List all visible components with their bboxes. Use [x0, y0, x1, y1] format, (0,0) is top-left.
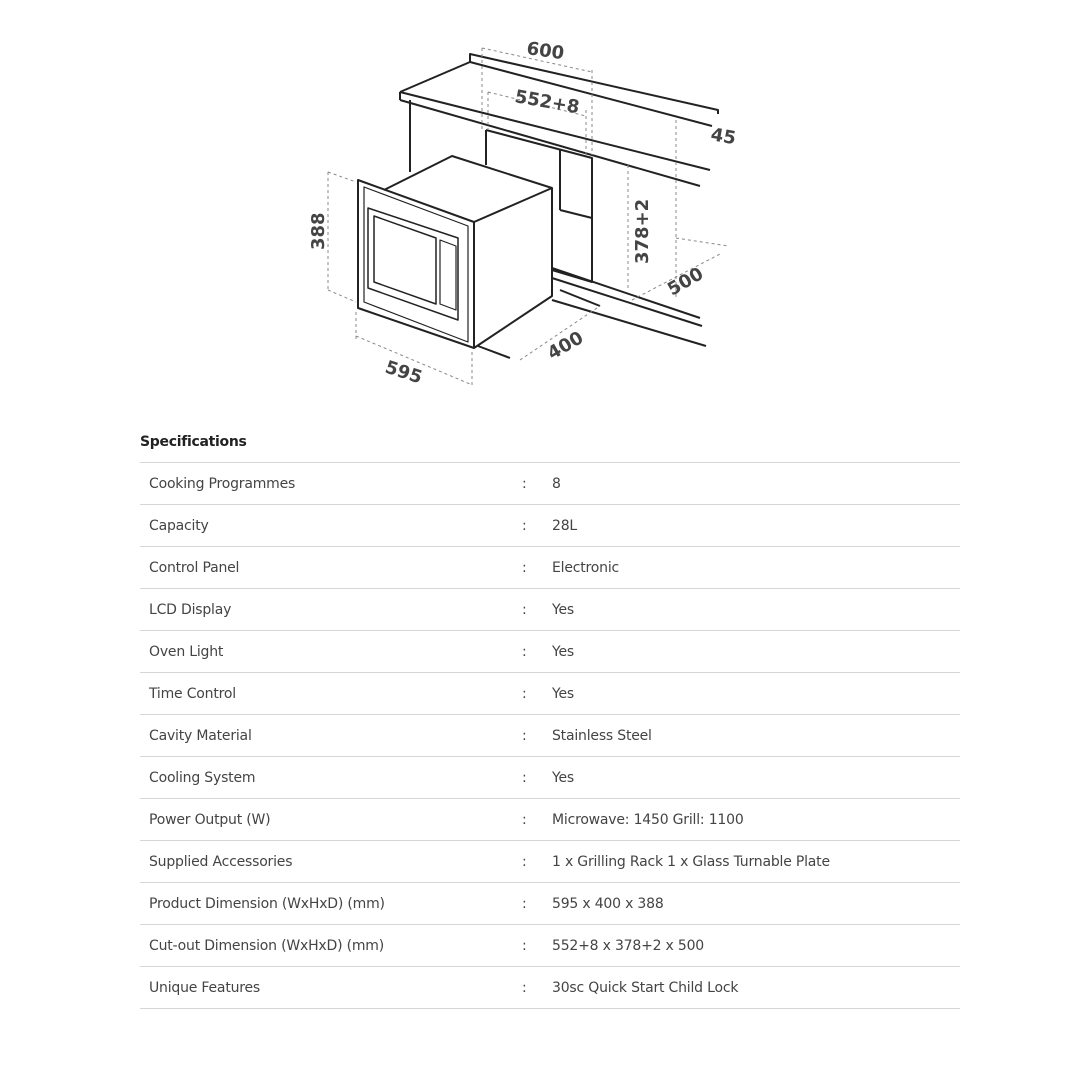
specifications-section	[140, 430, 960, 1009]
spec-label: Control Panel	[149, 559, 240, 576]
spec-row	[140, 967, 960, 1009]
spec-row	[140, 841, 960, 883]
spec-value: 30sc Quick Start Child Lock	[552, 979, 739, 996]
dim-500-label: 500	[664, 263, 708, 301]
spec-row	[140, 463, 960, 505]
spec-separator: :	[522, 811, 527, 828]
spec-row	[140, 673, 960, 715]
spec-separator: :	[522, 601, 527, 618]
installation-diagram	[280, 20, 780, 400]
spec-value: Yes	[552, 769, 574, 786]
spec-separator: :	[522, 517, 527, 534]
spec-separator: :	[522, 769, 527, 786]
dim-595-label: 595	[382, 356, 425, 389]
spec-label: LCD Display	[149, 601, 232, 618]
spec-value: 8	[552, 475, 561, 492]
spec-row	[140, 799, 960, 841]
spec-label: Cooking Programmes	[149, 475, 296, 492]
dim-388-label: 388	[308, 212, 329, 250]
spec-label: Capacity	[149, 517, 209, 534]
spec-label: Cavity Material	[149, 727, 252, 744]
spec-label: Product Dimension (WxHxD) (mm)	[149, 895, 385, 912]
spec-separator: :	[522, 895, 527, 912]
dim-378-label: 378+2	[632, 198, 653, 264]
spec-value: Yes	[552, 643, 574, 660]
spec-label: Cooling System	[149, 769, 256, 786]
spec-value: Yes	[552, 685, 574, 702]
spec-row	[140, 505, 960, 547]
spec-label: Unique Features	[149, 979, 261, 996]
spec-label: Cut-out Dimension (WxHxD) (mm)	[149, 937, 384, 954]
spec-label: Time Control	[149, 685, 236, 702]
specifications-table	[140, 462, 960, 1009]
microwave-door-window	[368, 208, 458, 320]
spec-row	[140, 631, 960, 673]
spec-row	[140, 715, 960, 757]
spec-separator: :	[522, 685, 527, 702]
spec-separator: :	[522, 937, 527, 954]
specifications-title: Specifications	[140, 434, 247, 450]
spec-value: 595 x 400 x 388	[552, 895, 664, 912]
spec-label: Power Output (W)	[149, 811, 271, 828]
spec-row	[140, 547, 960, 589]
spec-row	[140, 925, 960, 967]
spec-separator: :	[522, 979, 527, 996]
dim-400-label: 400	[544, 327, 588, 365]
spec-label: Oven Light	[149, 643, 224, 660]
spec-value: Microwave: 1450 Grill: 1100	[552, 811, 744, 828]
spec-separator: :	[522, 559, 527, 576]
spec-value: 552+8 x 378+2 x 500	[552, 937, 705, 954]
spec-value: Stainless Steel	[552, 727, 652, 744]
spec-row	[140, 883, 960, 925]
dim-45-label: 45	[709, 124, 738, 150]
spec-separator: :	[522, 727, 527, 744]
spec-row	[140, 757, 960, 799]
spec-value: 1 x Grilling Rack 1 x Glass Turnable Plate	[552, 853, 830, 870]
spec-value: Electronic	[552, 559, 620, 576]
installation-diagram-svg	[280, 20, 780, 400]
dim-552-label: 552+8	[513, 86, 581, 119]
spec-separator: :	[522, 853, 527, 870]
dim-600-label: 600	[525, 38, 566, 65]
spec-value: 28L	[552, 517, 578, 534]
spec-separator: :	[522, 643, 527, 660]
spec-row	[140, 589, 960, 631]
spec-separator: :	[522, 475, 527, 492]
spec-label: Supplied Accessories	[149, 853, 293, 870]
spec-value: Yes	[552, 601, 574, 618]
